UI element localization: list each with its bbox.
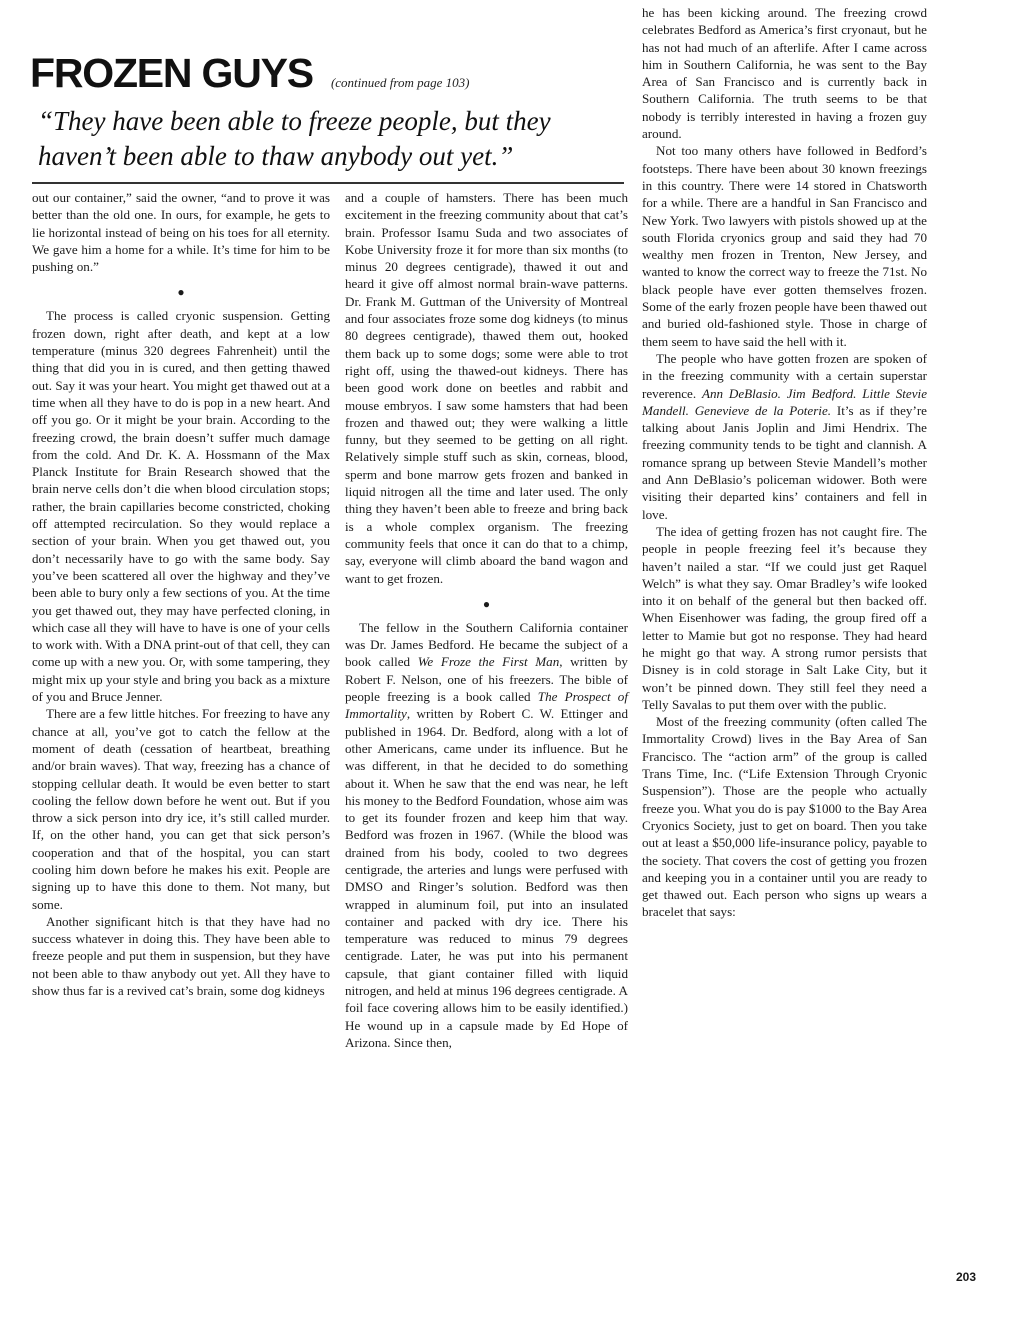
book-title: The Prospect of Immortality: [345, 689, 628, 722]
paragraph: he has been kicking around. The freezing crowd celebrates Bedford as America’s first cryonaut, but he has not had much of an afterlife. After I came across him in Southern California, he was sent to the Bay Area of San Francisco and is currently back in Southern California. The truth seems to be that nobody is terribly interested in having a frozen guy around.: [642, 5, 927, 142]
paragraph: [345, 619, 628, 1051]
text-run: The fellow in the Southern California container was Dr. James Bedford. He became the subject of a book called: [345, 619, 628, 670]
paragraph: Another significant hitch is that they have had no success whatever in doing this. They have been able to freeze people and put them in suspension, but they have not been able to thaw anybody out yet. All they have to show thus far is a revived cat’s brain, some dog kidneys: [32, 913, 330, 999]
section-bullet: ●: [177, 285, 185, 300]
book-title: We Froze the First Man: [417, 654, 560, 670]
frozen-names: Ann DeBlasio. Jim Bedford. Little Stevie Mandell. Genevieve de la Poterie.: [642, 385, 928, 418]
continued-note: (continued from page 103): [330, 75, 470, 90]
paragraph: [642, 350, 927, 523]
text-run: , written by Robert F. Nelson, one of his freezers. The bible of people freezing is a book called: [345, 654, 628, 705]
column-3: [642, 4, 927, 921]
section-bullet: ●: [482, 596, 491, 611]
paragraph: The idea of getting frozen has not caught fire. The people in people freezing feel it’s because they haven’t nailed a star. “If we could just get Raquel Welch” is what they say. Omar Bradley’s wife looked into it on behalf of the general but then backed off. When Eisenhower was fading, the group fired off a letter to Mamie but got no response. They had heard he might go that way. A strong rumor persists that Disney is in cold storage in Salt Lake City, but it won’t be pinned down. They still feel they need a Telly Savalas to put them over with the public.: [642, 523, 927, 712]
article-title: FROZEN GUYS: [30, 50, 313, 96]
headline: [30, 50, 469, 97]
paragraph: out our container,” said the owner, “and to prove it was better than the old one. In ours, for example, he gets to lie horizontal instead of being on his toes for all eternity. We gave him a home for a while. It’s time for him to be pushing on.”: [32, 190, 330, 275]
divider-rule: [32, 182, 624, 184]
column-1: [32, 189, 330, 999]
column-2: [345, 189, 628, 1051]
text-run: It’s as if they’re talking about Janis Joplin and Jimi Hendrix. The freezing community tends to be tight and clannish. A romance sprang up between Stevie Mandell’s mother and Ann DeBlasio’s policeman widower. Both were visiting their departed kins’ containers and fell in love.: [642, 402, 927, 522]
text-run: , written by Robert C. W. Ettinger and published in 1964. Dr. Bedford, along with a lot of other Americans, came under its influence. But he was different, in that he decided to do something about it. When he saw that the end was near, he left his money to the Bedford Foundation, whose aim was to get its founder frozen and keep him that way. Bedford was frozen in 1967. (While the blood was drained from his body, cooled to two degrees centigrade, the arteries and lungs were perfused with DMSO and Ringer’s solution. Bedford was then wrapped in aluminum foil, put into an insulated container and packed with dry ice. There his temperature was reduced to minus 79 degrees centigrade. Later, he was put into his permanent capsule, that giant container filled with liquid nitrogen, and held at minus 196 degrees centigrade. A foil face covering allows him to be easily identified.) He wound up in a capsule made by Ed Hope of Arizona. Since then,: [345, 706, 628, 1050]
text-run: The people who have gotten frozen are spoken of in the freezing community with a certain superstar reverence.: [642, 350, 927, 401]
paragraph: The process is called cryonic suspension. Getting frozen down, right after death, and kept at a low temperature (minus 320 degrees Fahrenheit) until the thing that did you in is cured, and then getting thawed out. Say it was your heart. You might get thawed out at a time when all they have to do is pop in a new heart. And off you go. Or it might be your brain. According to the freezing crowd, the brain doesn’t suffer much damage from the cold. And Dr. K. A. Hossmann of the Max Planck Institute for Brain Research showed that the brain nerve cells don’t die when blood circulation stops; rather, the brain capillaries become constricted, choking off attempted recirculation. So they would replace a section of your brain. When you get thawed out, you don’t necessarily have to go with the same body. Say you’ve been scattered all over the highway and they’ve been able to bury only a few sections of you. At the time you get thawed out, they may have perfected cloning, in which case all they will have to have is one of your cells to work with. With a DNA print-out of that cell, they can come up with a new you. Or, with some tampering, they might mix up your style and bring you back as a mixture of you and Bruce Jenner.: [32, 308, 330, 705]
paragraph: and a couple of hamsters. There has been much excitement in the freezing community about that cat’s brain. Professor Isamu Suda and two associates of Kobe University froze it for more than six months (to minus 20 degrees centigrade), thawed it out and heard it give off almost normal brain-wave patterns. Dr. Frank M. Guttman of the University of Montreal and four associates froze some dog kidneys (to minus 80 degrees centigrade), thawed them out, hooked them back up to some dogs; some were able to trot right off, using the thawed-out kidneys. There has been good work done on beetles and rabbit and mouse embryos. I saw some hamsters that had been frozen and thawed out; they were walking a little funny, but they seemed to be getting on all right. Relatively simple stuff such as skin, corneas, blood, sperm and bone marrow gets frozen and banked in liquid nitrogen all the time and later used. The only thing they haven’t been able to freeze and bring back is a whole complex organism. The freezing community feels that once it can do that to a chimp, say, everyone will climb aboard the band wagon and want to get frozen.: [345, 190, 628, 586]
paragraph: Not too many others have followed in Bedford’s footsteps. There have been about 30 known freezings in this country. There were 14 stored in Chatsworth for a while. There are a handful in San Francisco and New York. Two lawyers with pistols showed up at the south Florida cryonics group and said they had 70 wealthy men frozen in Trenton, New Jersey, and wanted to know the correct way to freeze the 71st. No black people have ever gotten themselves frozen. Some of the early frozen people have been thawed out and buried old-fashioned style. Those in charge of them seem to have said the hell with it.: [642, 143, 927, 349]
paragraph: There are a few little hitches. For freezing to have any chance at all, you’ve got to catch the fellow at the moment of death (cessation of heartbeat, breathing and/or brain waves). That way, freezing has a chance of stopping cellular death. It would be even better to start cooling the fellow down before he went out. But if you throw a sick person into dry ice, it’s still called murder. If, on the other hand, you can get that sick person’s cooperation and that of the hospital, you can start cooling him down before he makes his exit. People are signing up to have this done to them. Not many, but some.: [32, 706, 330, 912]
paragraph: Most of the freezing community (often called The Immortality Crowd) lives in the Bay Area of San Francisco. The “action arm” of the group is called Trans Time, Inc. (“Life Extension Through Cryonic Suspension”). Those are the people who actually freeze you. What you do is pay $1000 to the Bay Area Cryonics Society, just to get on board. Then you take out at least a $50,000 life-insurance policy, payable to the society. That covers the cost of getting you frozen and keeping you in a container until you are ready to get thawed out. Each person who signs up wears a bracelet that says:: [642, 714, 927, 920]
pull-quote: “They have been able to freeze people, but they haven’t been able to thaw anybody out yet.”: [38, 106, 551, 171]
page-number: 203: [955, 1270, 976, 1284]
